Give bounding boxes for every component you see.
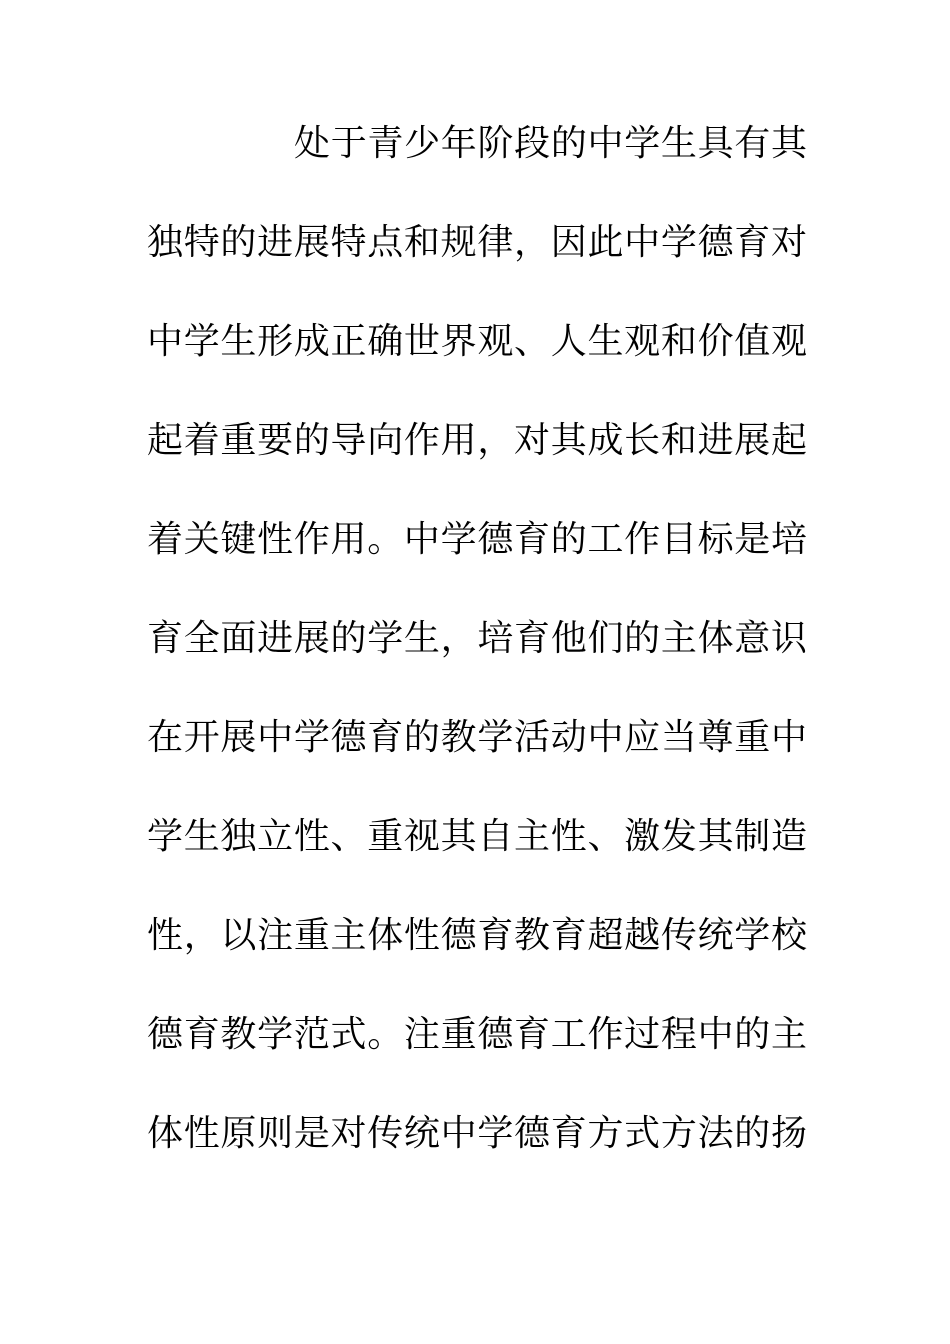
text-line-10: 德育教学范式。注重德育工作过程中的主 bbox=[147, 1014, 807, 1055]
text-line-3: 中学生形成正确世界观、人生观和价值观 bbox=[147, 321, 807, 362]
text-line-5: 着关键性作用。中学德育的工作目标是培 bbox=[147, 519, 807, 560]
text-line-7: 在开展中学德育的教学活动中应当尊重中 bbox=[147, 717, 807, 758]
body-paragraph bbox=[147, 123, 807, 1215]
text-line-2: 独特的进展特点和规律，因此中学德育对 bbox=[147, 222, 807, 263]
text-line-11: 体性原则是对传统中学德育方式方法的扬 bbox=[147, 1113, 807, 1154]
text-line-6: 育全面进展的学生，培育他们的主体意识 bbox=[147, 618, 807, 659]
text-line-8: 学生独立性、重视其自主性、激发其制造 bbox=[147, 816, 807, 857]
text-line-9: 性，以注重主体性德育教育超越传统学校 bbox=[147, 915, 807, 956]
text-line-1: 处于青少年阶段的中学生具有其 bbox=[294, 123, 807, 164]
text-line-4: 起着重要的导向作用，对其成长和进展起 bbox=[147, 420, 807, 461]
